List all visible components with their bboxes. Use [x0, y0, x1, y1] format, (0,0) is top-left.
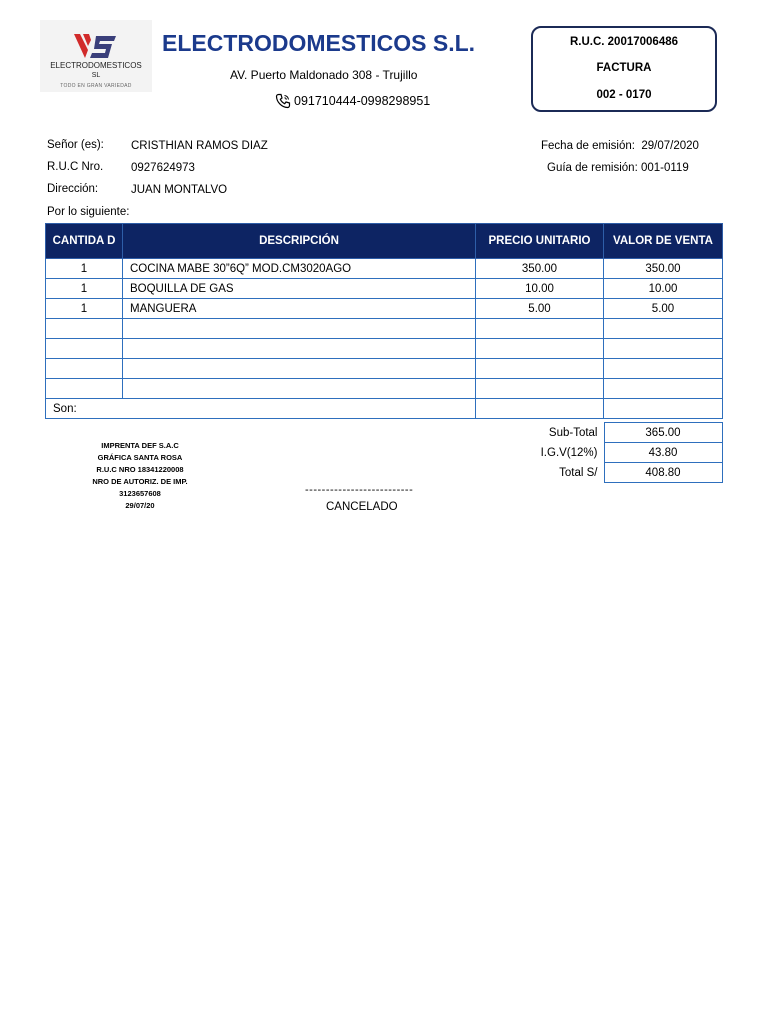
cell-description: [123, 339, 476, 359]
vs-logo-icon: [74, 34, 118, 60]
por-lo-siguiente: Por lo siguiente:: [47, 206, 130, 218]
header-quantity: CANTIDA D: [46, 224, 123, 259]
signature-line: --------------------------: [305, 484, 414, 496]
cell-sale-value: [604, 379, 723, 399]
table-row: [46, 359, 723, 379]
table-row: [46, 279, 723, 299]
igv-label: I.G.V(12%): [540, 446, 598, 459]
subtotal-label: Sub-Total: [548, 426, 598, 439]
printer-line: R.U.C NRO 18341220008: [96, 465, 184, 474]
cell-unit-price: 10.00: [476, 279, 604, 299]
cell-quantity: 1: [46, 299, 123, 319]
cell-sale-value: [604, 319, 723, 339]
table-row: [46, 299, 723, 319]
items-table: [45, 223, 723, 419]
total-row: [473, 463, 722, 483]
cell-quantity: [46, 359, 123, 379]
company-address: AV. Puerto Maldonado 308 - Trujillo: [230, 68, 418, 82]
logo-tagline: TODO EN GRAN VARIEDAD: [60, 83, 132, 89]
phone-number: 091710444-0998298951: [294, 94, 431, 108]
igv-value: 43.80: [604, 443, 722, 463]
cell-description: [123, 319, 476, 339]
total-label: Total S/: [559, 466, 598, 479]
customer-ruc-value: 0927624973: [131, 162, 195, 174]
table-row: [46, 379, 723, 399]
cell-description: COCINA MABE 30”6Q” MOD.CM3020AGO: [123, 259, 476, 279]
dispatch-guide-value: 001-0119: [640, 162, 689, 174]
cell-unit-price: [476, 379, 604, 399]
cell-unit-price: 5.00: [476, 299, 604, 319]
cell-quantity: 1: [46, 279, 123, 299]
printer-line: GRÁFICA SANTA ROSA: [97, 453, 183, 462]
cell-sale-value: [604, 339, 723, 359]
invoice-number: 002 - 0170: [596, 89, 652, 101]
invoice-ruc: R.U.C. 20017006486: [569, 36, 679, 48]
cell-unit-price: [476, 339, 604, 359]
customer-ruc-label: R.U.C Nro.: [47, 161, 104, 173]
subtotal-row: [473, 423, 722, 443]
cell-quantity: [46, 339, 123, 359]
company-logo: [40, 20, 152, 92]
company-name: ELECTRODOMESTICOS S.L.: [162, 30, 476, 56]
issue-date-label: Fecha de emisión:: [541, 140, 635, 152]
cell-unit-price: 350.00: [476, 259, 604, 279]
table-row: [46, 319, 723, 339]
printer-info: [76, 440, 204, 512]
table-row: [46, 339, 723, 359]
customer-address-label: Dirección:: [47, 183, 99, 195]
son-label: Son:: [46, 399, 476, 419]
printer-line: 3123657608: [119, 489, 161, 498]
son-empty-cell: [604, 399, 723, 419]
totals-table: [473, 422, 723, 483]
issue-date: [541, 140, 699, 152]
cell-description: [123, 359, 476, 379]
invoice-id-box: [531, 26, 717, 112]
cell-sale-value: 350.00: [604, 259, 723, 279]
cell-unit-price: [476, 319, 604, 339]
printer-line: NRO DE AUTORIZ. DE IMP.: [92, 477, 188, 486]
logo-name: ELECTRODOMESTICOS: [50, 61, 142, 70]
customer-name-value: CRISTHIAN RAMOS DIAZ: [131, 140, 268, 152]
cell-unit-price: [476, 359, 604, 379]
cell-quantity: [46, 319, 123, 339]
phone-icon: [275, 93, 291, 109]
printer-line: IMPRENTA DEF S.A.C: [101, 441, 179, 450]
subtotal-value: 365.00: [604, 423, 722, 443]
invoice-type: FACTURA: [596, 62, 652, 74]
header-description: DESCRIPCIÓN: [123, 224, 476, 259]
cell-sale-value: [604, 359, 723, 379]
logo-suffix: SL: [91, 72, 101, 79]
igv-row: [473, 443, 722, 463]
son-empty-cell: [476, 399, 604, 419]
dispatch-guide-label: Guía de remisión:: [547, 162, 638, 174]
son-row: [46, 399, 723, 419]
dispatch-guide: [547, 162, 689, 174]
cell-quantity: 1: [46, 259, 123, 279]
table-header-row: [46, 224, 723, 259]
cell-description: MANGUERA: [123, 299, 476, 319]
cell-quantity: [46, 379, 123, 399]
header-unit-price: PRECIO UNITARIO: [476, 224, 604, 259]
total-value: 408.80: [604, 463, 722, 483]
printer-line: 29/07/20: [125, 501, 155, 510]
cell-sale-value: 10.00: [604, 279, 723, 299]
company-phone: [275, 93, 430, 109]
header-sale-value: VALOR DE VENTA: [604, 224, 723, 259]
customer-address-value: JUAN MONTALVO: [131, 184, 228, 196]
cell-sale-value: 5.00: [604, 299, 723, 319]
cell-description: [123, 379, 476, 399]
cell-description: BOQUILLA DE GAS: [123, 279, 476, 299]
cancelado-label: CANCELADO: [326, 501, 398, 513]
customer-name-label: Señor (es):: [47, 139, 104, 151]
issue-date-value: 29/07/2020: [641, 140, 699, 152]
table-row: [46, 259, 723, 279]
